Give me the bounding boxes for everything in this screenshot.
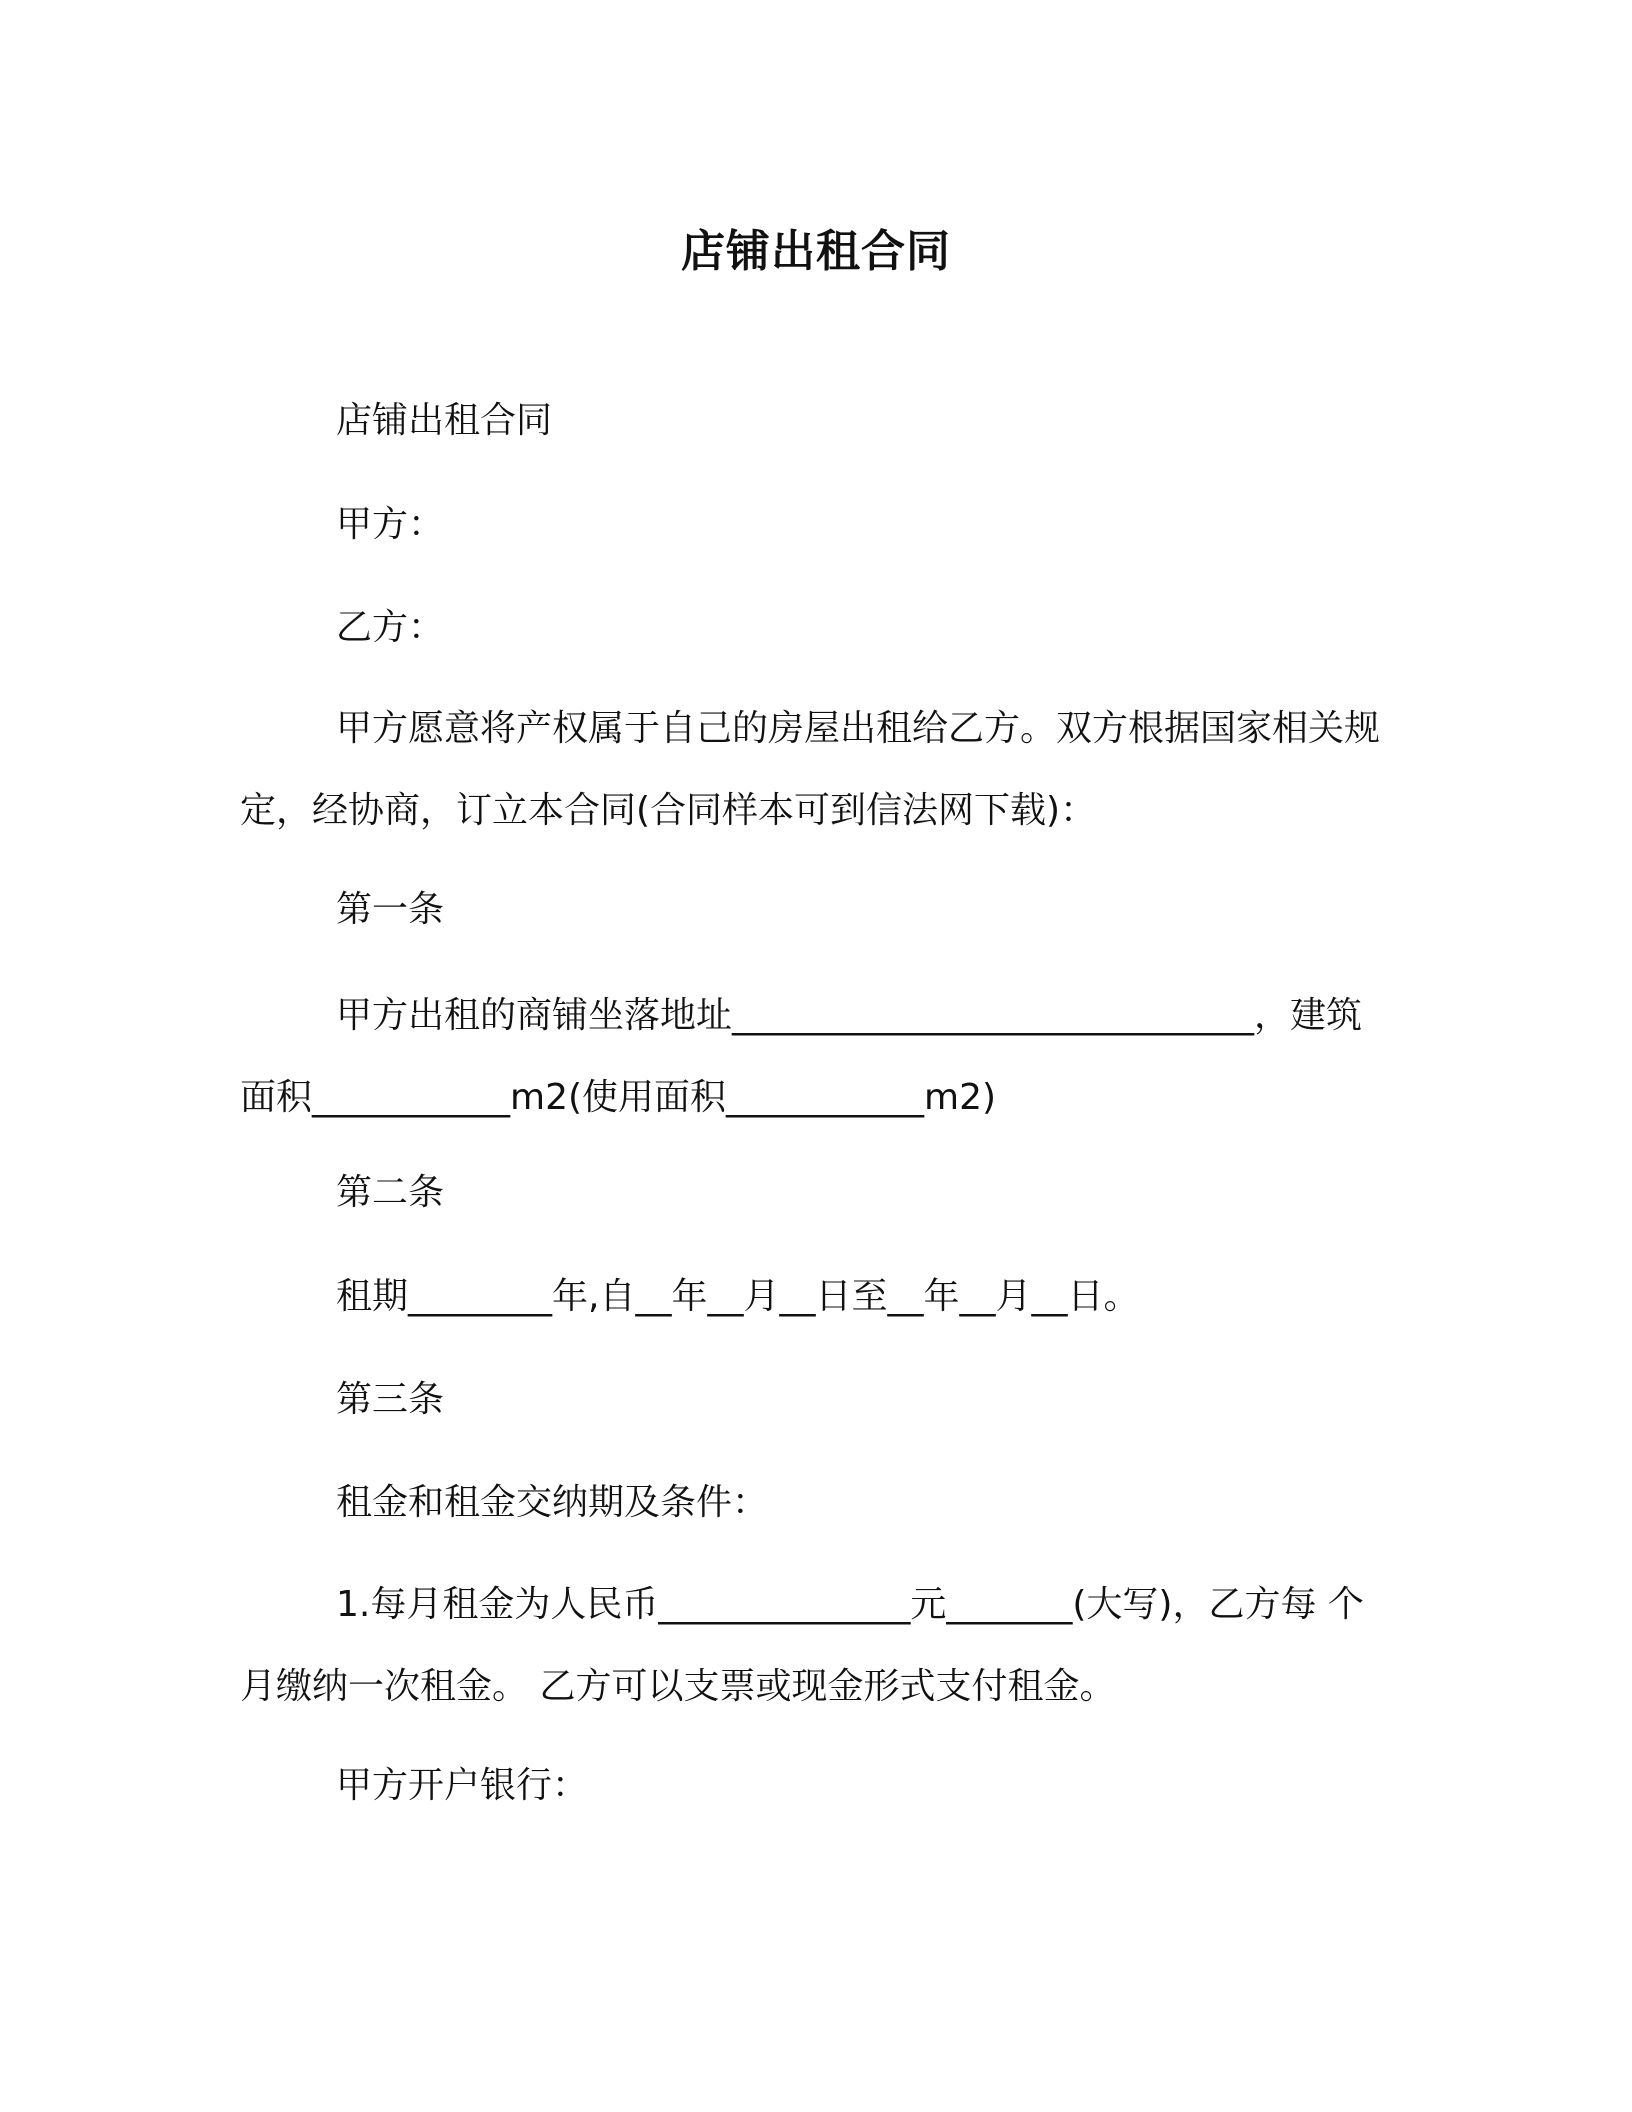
- paragraph-article-3: 第三条: [336, 1379, 445, 1420]
- paragraph-monthly-rent: 1.每月租金为人民币______________元_______(大写)，乙方每 个月缴纳一次租金。 乙方可以支票或现金形式支付租金。: [240, 1584, 1364, 1707]
- paragraph-heading: 店铺出租合同: [336, 400, 553, 441]
- paragraph-party-b: 乙方：: [336, 607, 445, 648]
- paragraph-lease-term: 租期________年,自__年__月__日至__年__月__日。: [336, 1276, 1140, 1317]
- paragraph-premises: 甲方出租的商铺坐落地址_____________________________，建筑面积___________m2(使用面积___________m2): [240, 995, 1363, 1118]
- document-title: 店铺出租合同: [681, 226, 951, 277]
- paragraph-article-2: 第二条: [336, 1172, 445, 1213]
- paragraph-rent-terms: 租金和租金交纳期及条件：: [336, 1482, 769, 1523]
- paragraph-article-1: 第一条: [336, 889, 445, 930]
- paragraph-bank: 甲方开户银行：: [336, 1765, 589, 1806]
- paragraph-intro: 甲方愿意将产权属于自己的房屋出租给乙方。双方根据国家相关规定，经协商，订立本合同(合同样本可到信法网下载)：: [240, 708, 1381, 831]
- paragraph-party-a: 甲方：: [336, 504, 445, 545]
